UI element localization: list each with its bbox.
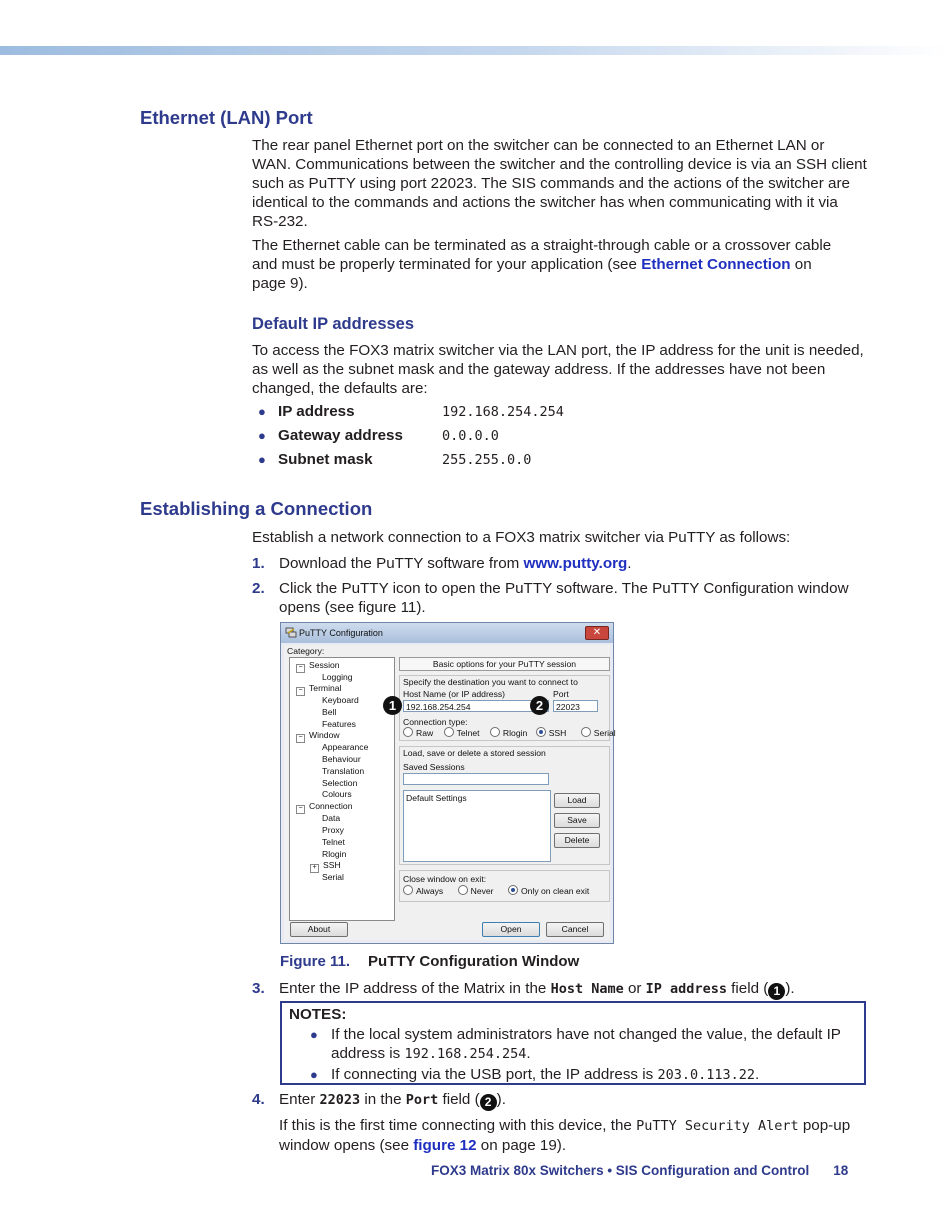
tree-item-telnet[interactable]: Telnet [322, 837, 345, 847]
callout-1-icon: 1 [768, 983, 785, 1000]
collapse-icon[interactable]: − [296, 687, 305, 696]
step-text [279, 579, 852, 617]
ethernet-paragraph-1 [252, 136, 867, 231]
code-ip-address: IP address [645, 981, 727, 997]
default-ip-intro [252, 341, 867, 398]
radio-icon [403, 727, 413, 737]
open-button[interactable]: Open [482, 922, 540, 937]
list-item-gateway [258, 427, 499, 444]
text: Enter [279, 1091, 320, 1108]
code-usb-ip: 203.0.113.22 [657, 1067, 755, 1083]
note-item-2 [310, 1065, 850, 1085]
text-line [252, 255, 867, 274]
delete-button[interactable]: Delete [554, 833, 600, 848]
section-heading-connection: Establishing a Connection [140, 498, 373, 519]
step-text [279, 554, 852, 573]
text: If connecting via the USB port, the IP address is [331, 1066, 658, 1083]
list-item-ip-address [258, 403, 564, 420]
item-value: 255.255.0.0 [442, 452, 532, 468]
text: or [623, 980, 646, 997]
cancel-button[interactable]: Cancel [546, 922, 604, 937]
text: ). [785, 980, 795, 997]
figure-number: Figure 11. [280, 953, 351, 970]
code-host-name: Host Name [550, 981, 624, 997]
code-port: Port [405, 1092, 439, 1108]
text: and must be properly terminated for your application (see [252, 256, 642, 273]
text: field ( [438, 1091, 480, 1108]
text-line: identical to the commands and actions the switcher has when communicating with it via [252, 194, 838, 211]
text-line: The Ethernet cable can be terminated as a straight-through cable or a crossover cable [252, 237, 832, 254]
bullet-icon: ● [310, 1027, 318, 1042]
header-gradient-bar [0, 46, 950, 55]
radio-raw[interactable] [403, 728, 433, 738]
text: . [526, 1045, 531, 1062]
text: on [790, 256, 812, 273]
destination-label: Specify the destination you want to connect to [403, 677, 578, 687]
load-button[interactable]: Load [554, 793, 600, 808]
text: Download the PuTTY software from [279, 555, 524, 572]
item-value: 0.0.0.0 [442, 428, 499, 444]
radio-label: Raw [416, 728, 434, 738]
radio-label: Rlogin [502, 728, 528, 738]
callout-2-icon: 2 [480, 1094, 497, 1111]
bullet-icon: ● [258, 452, 266, 467]
section-heading-ethernet: Ethernet (LAN) Port [140, 107, 313, 128]
notes-box [280, 1001, 866, 1085]
collapse-icon[interactable]: − [296, 805, 305, 814]
tree-item-keyboard[interactable]: Keyboard [322, 695, 359, 705]
text-line: changed, the defaults are: [252, 380, 428, 397]
tree-label: Session [309, 660, 340, 670]
item-label: Gateway address [278, 427, 403, 444]
figure-12-link[interactable]: figure 12 [413, 1137, 477, 1154]
item-label: Subnet mask [278, 451, 373, 468]
subheading-default-ip: Default IP addresses [252, 315, 415, 333]
radio-selected-icon [536, 727, 546, 737]
radio-ssh[interactable] [536, 728, 567, 738]
footer-title: FOX3 Matrix 80x Switchers • SIS Configuration and Control [431, 1163, 810, 1178]
tree-item-data[interactable]: Data [322, 813, 341, 823]
about-button[interactable]: About [290, 922, 348, 937]
tree-item-serial[interactable]: Serial [322, 872, 344, 882]
radio-label: Serial [593, 728, 616, 738]
page-footer [431, 1163, 848, 1178]
step-number: 2. [252, 580, 265, 597]
radio-label: Only on clean exit [520, 886, 590, 896]
tree-label: Connection [309, 801, 353, 811]
step-1 [252, 554, 852, 573]
bullet-icon: ● [258, 404, 266, 419]
window-body [284, 645, 616, 940]
figure-title: PuTTY Configuration Window [368, 953, 580, 970]
tree-item-proxy[interactable]: Proxy [322, 825, 344, 835]
list-item-subnet [258, 451, 531, 468]
text-line: To access the FOX3 matrix switcher via the LAN port, the IP address for the unit is needed, [252, 342, 864, 359]
tree-item-features[interactable]: Features [322, 719, 356, 729]
port-label: Port [553, 689, 569, 699]
putty-app-icon [285, 627, 297, 638]
save-button[interactable]: Save [554, 813, 600, 828]
text-line: WAN. Communications between the switcher and the controlling device is via an SSH client [252, 156, 867, 173]
sessions-group-label: Load, save or delete a stored session [403, 748, 546, 758]
text-line: Click the PuTTY icon to open the PuTTY software. The PuTTY Configuration window [279, 580, 849, 597]
text-line: as well as the subnet mask and the gateway address. If the addresses have not been [252, 361, 826, 378]
radio-icon [581, 727, 591, 737]
connection-type-radios [403, 727, 616, 738]
step-2 [252, 579, 852, 617]
collapse-icon[interactable]: − [296, 734, 305, 743]
text-line: If the local system administrators have not changed the value, the default IP [331, 1026, 841, 1043]
code-security-alert: PuTTY Security Alert [636, 1118, 799, 1134]
category-tree[interactable] [289, 657, 395, 921]
close-window-label: Close window on exit: [403, 874, 487, 884]
tree-label: SSH [323, 860, 341, 870]
sessions-list[interactable] [403, 790, 551, 862]
text: field ( [726, 980, 769, 997]
window-title: PuTTY Configuration [299, 628, 383, 638]
callout-2-icon: 2 [530, 696, 549, 715]
note-text [331, 1065, 850, 1085]
ethernet-paragraph-2 [252, 236, 867, 293]
radio-selected-icon [508, 885, 518, 895]
putty-website-link[interactable]: www.putty.org [523, 555, 628, 572]
radio-icon [458, 885, 468, 895]
saved-sessions-label: Saved Sessions [403, 762, 465, 772]
radio-icon [403, 885, 413, 895]
item-label: IP address [278, 403, 355, 420]
radio-label: Telnet [456, 728, 480, 738]
page-number: 18 [833, 1163, 849, 1178]
connection-intro: Establish a network connection to a FOX3 matrix switcher via PuTTY as follows: [252, 529, 791, 546]
step-4 [252, 1090, 852, 1111]
text-line: page 9). [252, 275, 308, 292]
text: on page 19). [476, 1137, 567, 1154]
radio-rlogin[interactable] [490, 728, 527, 738]
item-value: 192.168.254.254 [442, 404, 564, 420]
close-icon[interactable]: ✕ [585, 626, 609, 640]
step-text [279, 979, 852, 1000]
tree-item-selection[interactable]: Selection [322, 778, 358, 788]
text: window opens (see [279, 1137, 414, 1154]
code-default-ip: 192.168.254.254 [404, 1046, 527, 1062]
tree-label: Window [309, 730, 340, 740]
text: ). [496, 1091, 506, 1108]
text-line: RS-232. [252, 213, 308, 230]
putty-configuration-window [280, 622, 614, 944]
radio-label: Always [416, 886, 444, 896]
connection-type-label: Connection type: [403, 717, 468, 727]
host-name-label: Host Name (or IP address) [403, 689, 506, 699]
tree-item-bell[interactable]: Bell [322, 707, 337, 717]
text-line: The rear panel Ethernet port on the switcher can be connected to an Ethernet LAN or [252, 137, 825, 154]
port-input[interactable]: 22023 [553, 700, 598, 712]
saved-sessions-input[interactable] [403, 773, 549, 785]
tree-item-behaviour[interactable]: Behaviour [322, 754, 361, 764]
note-text [331, 1025, 850, 1064]
radio-label: SSH [548, 728, 567, 738]
category-label: Category: [287, 646, 325, 656]
radio-always[interactable] [403, 886, 443, 896]
radio-icon [444, 727, 454, 737]
collapse-icon[interactable]: − [296, 664, 305, 673]
tree-label: Terminal [309, 683, 342, 693]
bullet-icon: ● [258, 428, 266, 443]
session-item-default[interactable]: Default Settings [406, 793, 467, 803]
tree-item-rlogin[interactable]: Rlogin [322, 849, 347, 859]
radio-never[interactable] [458, 886, 494, 896]
notes-heading: NOTES: [289, 1006, 347, 1023]
radio-only-on-clean-exit[interactable] [508, 886, 589, 896]
bullet-icon: ● [310, 1067, 318, 1082]
radio-telnet[interactable] [444, 728, 480, 738]
panel-title: Basic options for your PuTTY session [399, 657, 610, 671]
ethernet-connection-link[interactable]: Ethernet Connection [641, 256, 791, 273]
callout-1-icon: 1 [383, 696, 402, 715]
step-3 [252, 979, 852, 1000]
radio-icon [490, 727, 500, 737]
text: Enter the IP address of the Matrix in the [279, 980, 551, 997]
window-titlebar [281, 623, 613, 643]
text: address is [331, 1045, 405, 1062]
tree-item-colours[interactable]: Colours [322, 789, 352, 799]
text: . [627, 555, 632, 572]
detail-text [279, 1116, 852, 1155]
tree-item-logging[interactable]: Logging [322, 672, 353, 682]
radio-label: Never [470, 886, 494, 896]
text: in the [360, 1091, 406, 1108]
tree-item-appearance[interactable]: Appearance [322, 742, 369, 752]
close-window-radios [403, 885, 589, 896]
text-line: opens (see figure 11). [279, 599, 426, 616]
step-text [279, 1090, 852, 1111]
figure-caption [280, 953, 579, 970]
note-item-1 [310, 1025, 850, 1064]
text: If this is the first time connecting with this device, the [279, 1117, 637, 1134]
step-number: 1. [252, 555, 265, 572]
text: pop-up [798, 1117, 851, 1134]
code-port-value: 22023 [319, 1092, 361, 1108]
text-line: such as PuTTY using port 22023. The SIS commands and the actions of the switcher are [252, 175, 850, 192]
host-name-input[interactable]: 192.168.254.254 [403, 700, 549, 712]
step-4-detail [252, 1116, 852, 1155]
step-number: 4. [252, 1091, 265, 1108]
radio-serial[interactable] [581, 728, 616, 738]
expand-icon[interactable]: + [310, 864, 319, 873]
text: . [754, 1066, 760, 1083]
step-number: 3. [252, 980, 265, 997]
tree-item-translation[interactable]: Translation [322, 766, 365, 776]
